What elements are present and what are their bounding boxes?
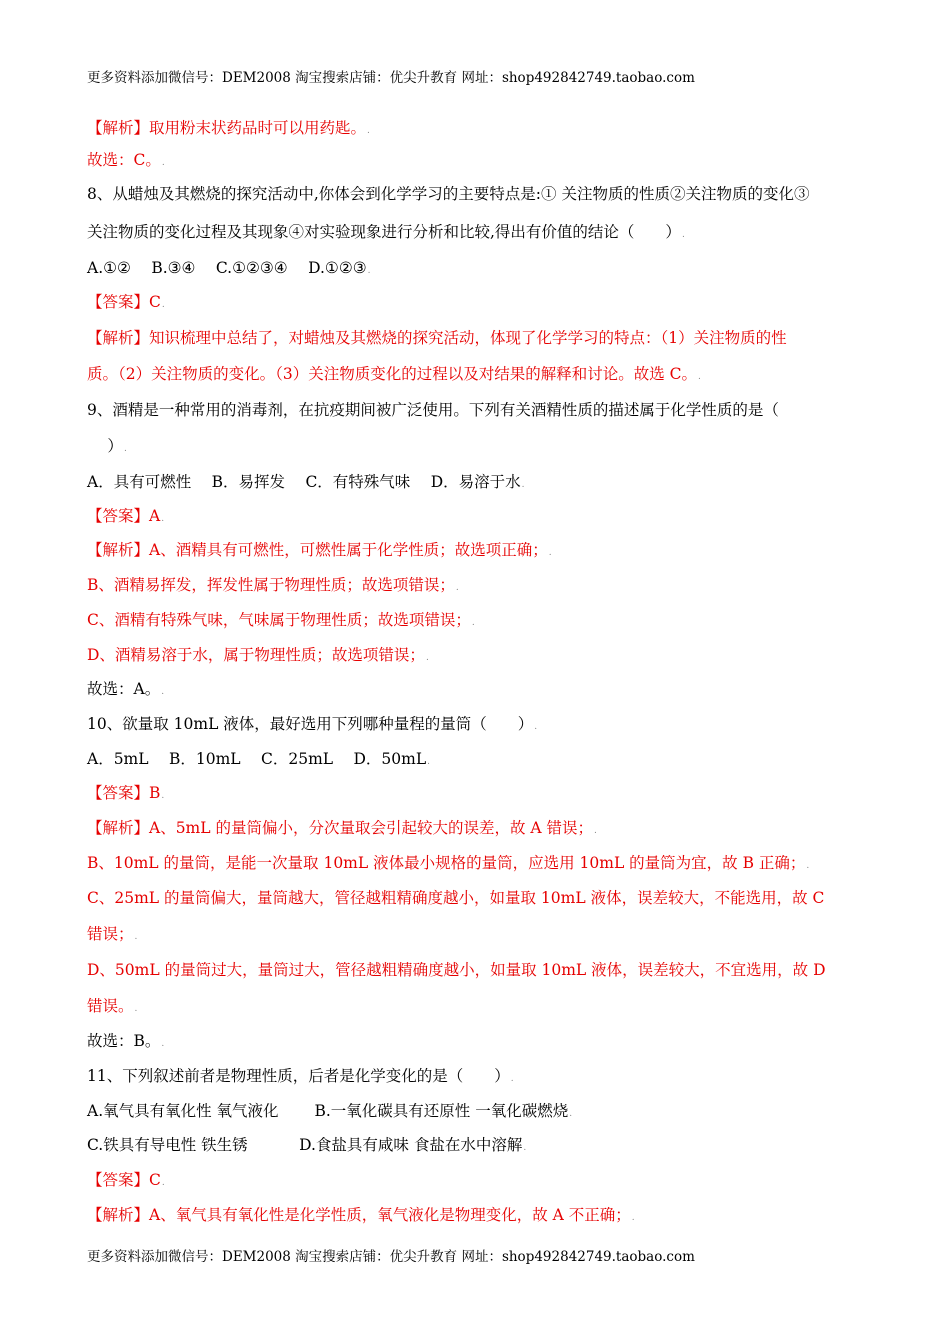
paragraph-mark: .	[681, 230, 685, 240]
text-line	[87, 506, 164, 529]
line-text: 关注物质的变化过程及其现象④对实验现象进行分析和比较,得出有价值的结论（ ）	[87, 223, 681, 241]
text-line	[87, 679, 164, 702]
line-text: ）	[87, 437, 123, 455]
line-text: B、10mL 的量筒，是能一次量取 10mL 液体最小规格的量筒，应选用 10mL 的量筒为宜，故 B 正确；	[87, 854, 806, 872]
line-text: 【解析】A、5mL 的量筒偏小，分次量取会引起较大的误差，故 A 错误；	[87, 819, 594, 837]
page-header: 更多资料添加微信号：DEM2008 淘宝搜索店铺：优尖升教育 网址：shop492842749.taobao.com	[87, 70, 695, 86]
line-text: 【答案】C	[87, 293, 161, 311]
paragraph-mark: .	[521, 480, 525, 490]
line-text: 【答案】B	[87, 784, 161, 802]
line-text: 11、下列叙述前者是物理性质，后者是化学变化的是（ ）	[87, 1067, 510, 1085]
line-text: D、酒精易溶于水，属于物理性质；故选项错误；	[87, 646, 425, 664]
paragraph-mark: .	[161, 300, 165, 310]
line-text: B、酒精易挥发，挥发性属于物理性质；故选项错误；	[87, 576, 455, 594]
paragraph-mark: .	[569, 1109, 573, 1119]
line-text: D、50mL 的量筒过大，量筒过大，管径越粗精确度越小，如量取 10mL 液体，误差较大，不宜选用，故 D	[87, 961, 826, 979]
line-text: 故选：A。	[87, 680, 161, 698]
text-line	[87, 924, 137, 947]
line-text: 9、酒精是一种常用的消毒剂，在抗疫期间被广泛使用。下列有关酒精性质的描述属于化学性质的是（	[87, 401, 779, 419]
line-text: 故选：B。	[87, 1032, 161, 1050]
line-text: 【解析】取用粉末状药品时可以用药匙。	[87, 119, 367, 137]
paragraph-mark: .	[161, 1178, 165, 1188]
line-text: 8、从蜡烛及其燃烧的探究活动中,你体会到化学学习的主要特点是:① 关注物质的性质②关注物质的变化③	[87, 185, 810, 203]
text-line	[87, 888, 824, 908]
line-text: 错误。	[87, 997, 134, 1015]
text-line	[87, 1135, 526, 1158]
paragraph-mark: .	[161, 687, 165, 697]
paragraph-mark: .	[161, 514, 165, 524]
text-line	[87, 364, 701, 387]
text-line	[87, 714, 537, 737]
paragraph-mark: .	[523, 1143, 527, 1153]
text-line	[87, 853, 809, 876]
page-footer: 更多资料添加微信号：DEM2008 淘宝搜索店铺：优尖升教育 网址：shop492842749.taobao.com	[87, 1249, 695, 1265]
line-text: A．具有可燃性 B．易挥发 C．有特殊气味 D．易溶于水	[87, 473, 521, 491]
text-line	[87, 540, 552, 563]
paragraph-mark: .	[427, 757, 431, 767]
line-text: 故选：C。	[87, 151, 161, 169]
text-line	[87, 472, 525, 495]
paragraph-mark: .	[698, 372, 701, 382]
paragraph-mark: .	[161, 791, 165, 801]
text-line	[87, 783, 164, 806]
text-line	[87, 610, 475, 633]
paragraph-mark: .	[534, 722, 538, 732]
line-text: A.氧气具有氧化性 氧气液化 B.一氧化碳具有还原性 一氧化碳燃烧	[87, 1102, 569, 1120]
text-line	[87, 118, 370, 141]
line-text: 【解析】知识梳理中总结了，对蜡烛及其燃烧的探究活动，体现了化学学习的特点：（1）关注物质的性	[87, 329, 787, 347]
text-line	[87, 1101, 572, 1124]
text-line	[87, 328, 787, 348]
text-line	[87, 1066, 514, 1089]
line-text: 【解析】A、氧气具有氧化性是化学性质，氧气液化是物理变化，故 A 不正确；	[87, 1206, 631, 1224]
line-text: 错误；	[87, 925, 134, 943]
text-line	[87, 818, 597, 841]
text-line	[87, 292, 165, 315]
line-text: C、25mL 的量筒偏大，量筒越大，管径越粗精确度越小，如量取 10mL 液体，误差较大，不能选用，故 C	[87, 889, 825, 907]
text-line	[87, 960, 826, 980]
paragraph-mark: .	[134, 932, 138, 942]
paragraph-mark: .	[425, 653, 429, 663]
paragraph-mark: .	[631, 1213, 635, 1223]
paragraph-mark: .	[510, 1074, 514, 1084]
text-line	[87, 1031, 164, 1054]
text-line	[87, 645, 429, 668]
paragraph-mark: .	[161, 1039, 165, 1049]
paragraph-mark: .	[806, 861, 810, 871]
paragraph-mark: .	[161, 158, 165, 168]
paragraph-mark: .	[123, 444, 127, 454]
text-line	[87, 400, 779, 420]
line-text: 【答案】A	[87, 507, 161, 525]
line-text: A.①② B.③④ C.①②③④ D.①②③	[87, 259, 367, 277]
line-text: A．5mL B．10mL C．25mL D．50mL	[87, 750, 427, 768]
paragraph-mark: .	[455, 583, 459, 593]
text-line	[87, 184, 809, 204]
paragraph-mark: .	[594, 826, 597, 836]
line-text: C.铁具有导电性 铁生锈 D.食盐具有咸味 食盐在水中溶解	[87, 1136, 523, 1154]
paragraph-mark: .	[548, 548, 552, 558]
text-line	[87, 1170, 165, 1193]
line-text: 【答案】C	[87, 1171, 161, 1189]
text-line	[87, 575, 459, 598]
text-line	[87, 749, 430, 772]
line-text: 10、欲量取 10mL 液体，最好选用下列哪种量程的量筒（ ）	[87, 715, 534, 733]
line-text: C、酒精有特殊气味，气味属于物理性质；故选项错误；	[87, 611, 471, 629]
line-text: 质。（2）关注物质的变化。（3）关注物质变化的过程以及对结果的解释和讨论。故选 C。	[87, 365, 698, 383]
text-line	[87, 1205, 635, 1228]
paragraph-mark: .	[471, 618, 475, 628]
paragraph-mark: .	[367, 126, 370, 136]
text-line	[87, 150, 165, 173]
paragraph-mark: .	[134, 1004, 138, 1014]
text-line	[87, 436, 127, 459]
text-line	[87, 996, 137, 1019]
paragraph-mark: .	[367, 266, 371, 276]
text-line	[87, 222, 685, 245]
line-text: 【解析】A、酒精具有可燃性，可燃性属于化学性质；故选项正确；	[87, 541, 548, 559]
text-line	[87, 258, 370, 281]
